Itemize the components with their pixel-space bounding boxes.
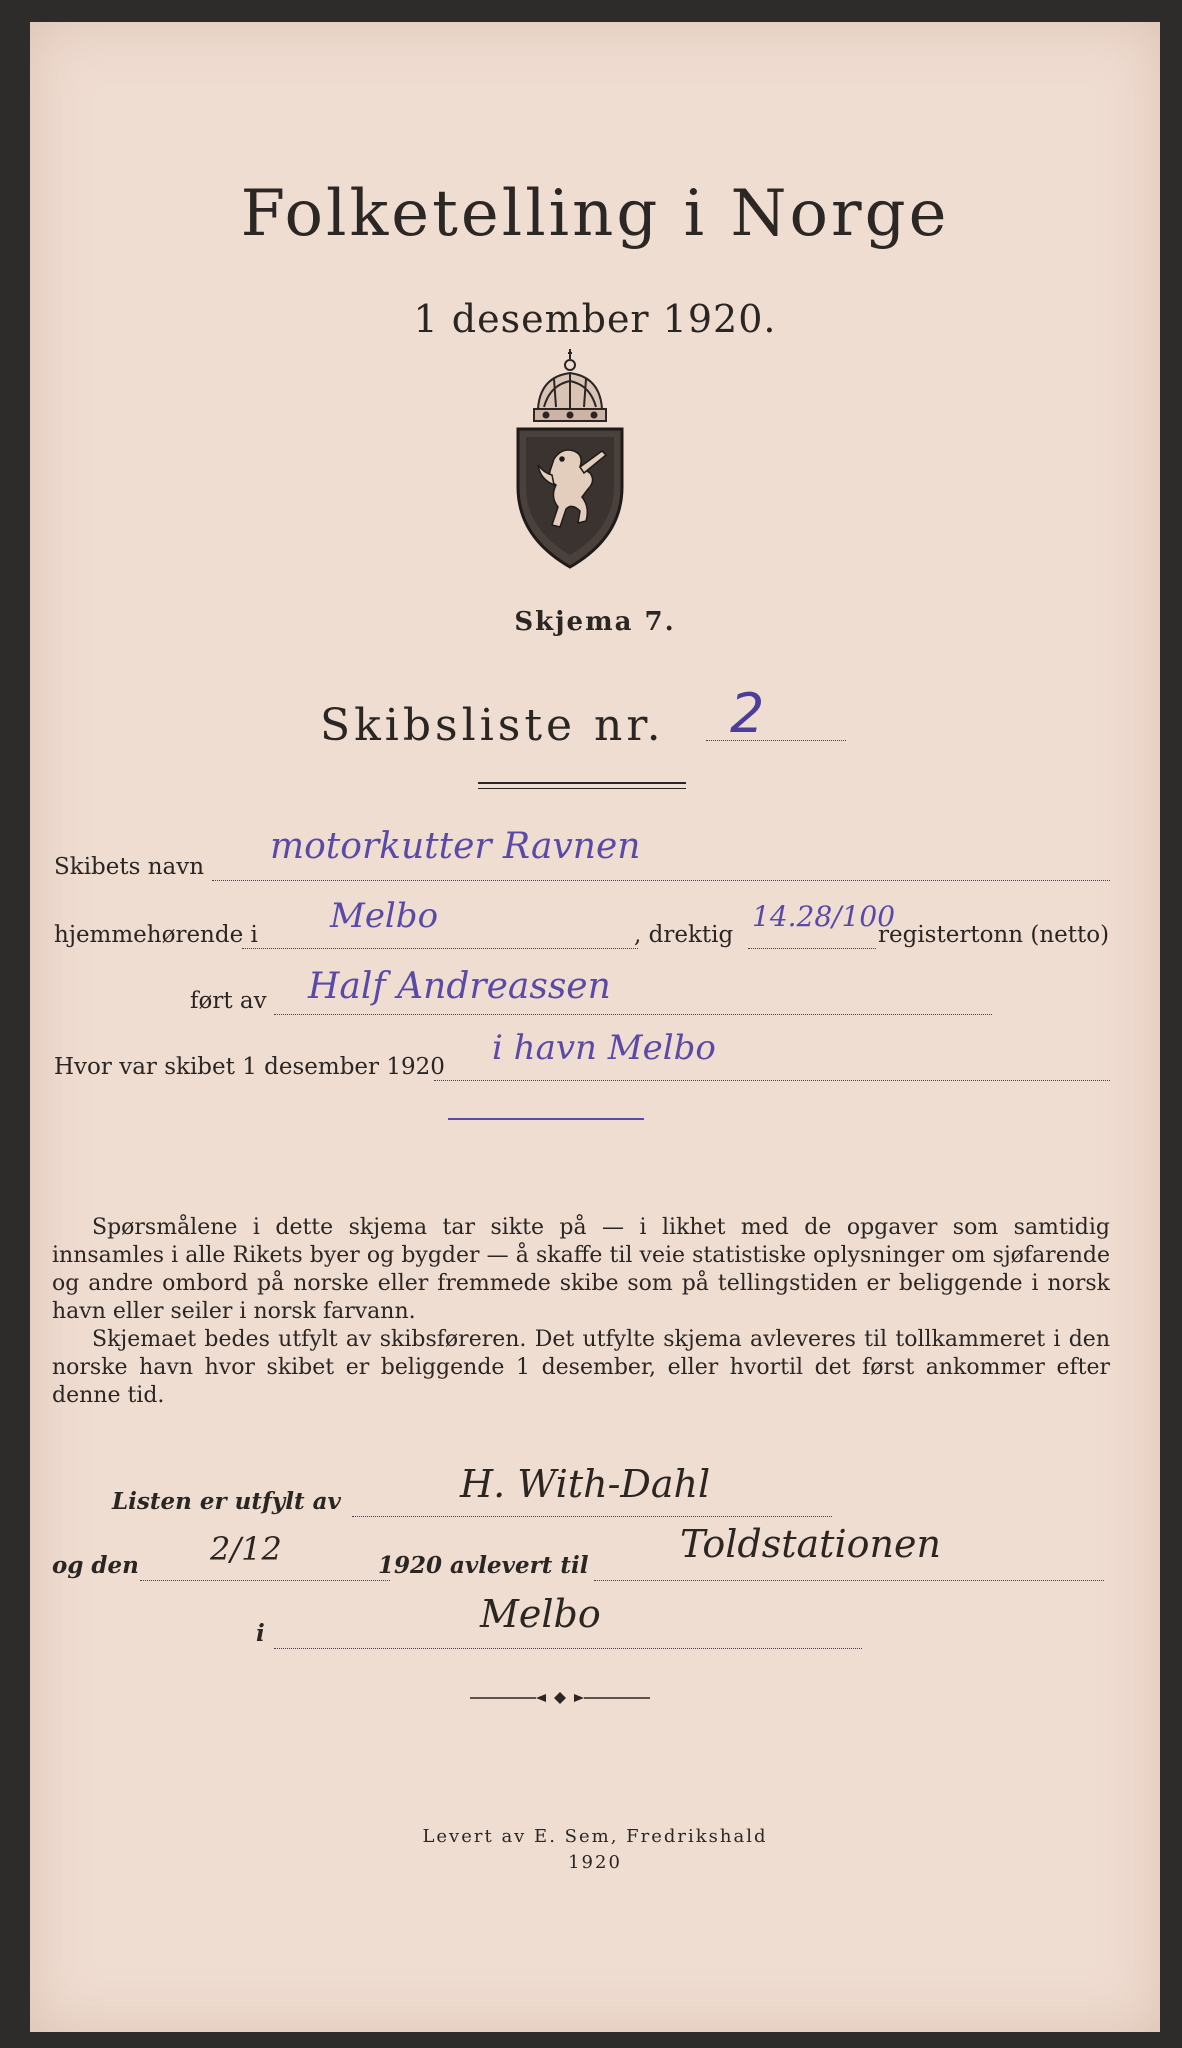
location-line [434, 1080, 1110, 1081]
ship-list-label: Skibsliste nr. [320, 700, 665, 751]
filled-by-line [352, 1516, 832, 1517]
place-line [274, 1648, 862, 1649]
divider-rule-2 [478, 788, 686, 789]
coat-of-arms-icon [510, 347, 630, 572]
delivered-to-label: 1920 avlevert til [378, 1552, 589, 1579]
delivered-to-value: Toldstationen [680, 1522, 941, 1566]
location-value: i havn Melbo [492, 1028, 716, 1068]
tonnage-label: , drektig [634, 922, 734, 948]
filled-by-value: H. With-Dahl [460, 1462, 711, 1506]
divider-rule-1 [478, 782, 686, 784]
printer-credit: Levert av E. Sem, Fredrikshald [422, 1826, 768, 1847]
master-label: ført av [190, 988, 267, 1014]
form-number: Skjema 7. [514, 607, 676, 637]
ship-list-number: 2 [730, 682, 765, 745]
ship-name-label: Skibets navn [54, 854, 205, 880]
form-title: Folketelling i Norge [240, 177, 950, 251]
date-line [140, 1580, 390, 1581]
form-date: 1 desember 1920. [413, 297, 777, 341]
location-underline [448, 1118, 644, 1120]
register-tonnage-label: registertonn (netto) [878, 922, 1110, 948]
delivered-to-line [594, 1580, 1104, 1581]
place-label: i [256, 1620, 265, 1647]
tonnage-line [748, 948, 876, 949]
ship-name-line [212, 880, 1110, 881]
home-port-line [242, 948, 638, 949]
date-value: 2/12 [210, 1530, 282, 1568]
printer-year: 1920 [568, 1852, 622, 1873]
instructions-paragraph-2: Skjemaet bedes utfylt av skibsføreren. Det utfylte skjema avleveres til tollkammeret i den norske havn hvor skibet er beliggende 1 desember, eller hvortil det først ankommer efter denne tid. [52, 1327, 1110, 1408]
master-value: Half Andreassen [308, 966, 611, 1007]
location-label: Hvor var skibet 1 desember 1920 [54, 1054, 445, 1080]
ship-list-number-line [706, 740, 846, 741]
master-line [274, 1014, 992, 1015]
filled-by-label: Listen er utfylt av [112, 1488, 341, 1515]
home-port-value: Melbo [330, 896, 439, 936]
tonnage-value: 14.28/100 [752, 900, 896, 933]
ornament-divider-icon [470, 1690, 650, 1706]
home-port-label: hjemmehørende i [54, 922, 258, 948]
instructions-paragraph-1: Spørsmålene i dette skjema tar sikte på — i likhet med de opgaver som samtidig innsamles i alle Rikets byer og bygder — å skaffe til veie statistiske oplysninger om sjøfarende og andre ombord på norske eller fremmede skibe som på tellingstiden er beliggende i norsk havn eller seiler i norsk farvann. [52, 1215, 1110, 1324]
census-form-page [30, 22, 1160, 2032]
place-value: Melbo [480, 1592, 601, 1636]
ship-name-value: motorkutter Ravnen [270, 826, 641, 867]
date-label: og den [52, 1552, 139, 1579]
